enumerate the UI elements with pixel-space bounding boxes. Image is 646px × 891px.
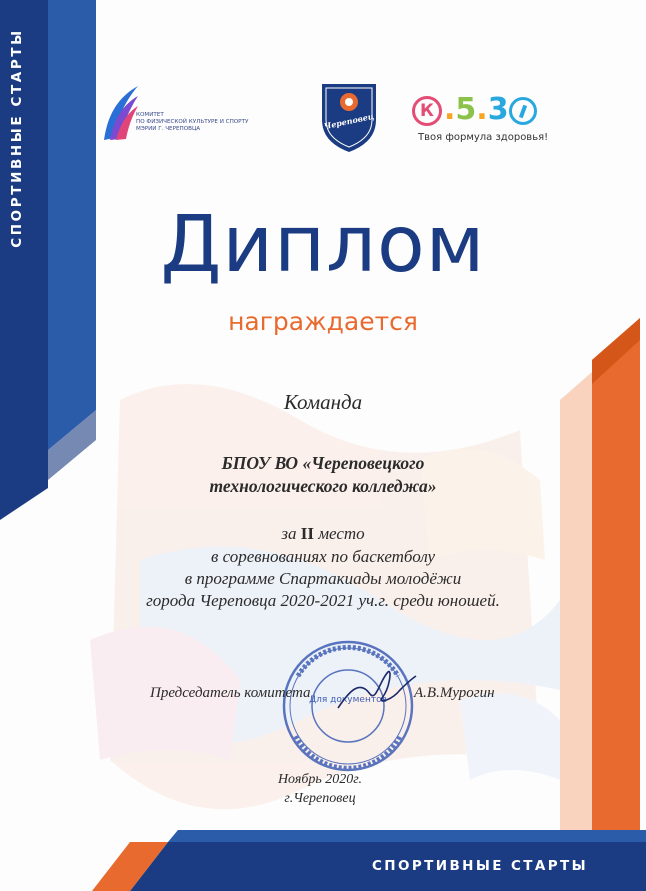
runner-zero-icon: [509, 97, 537, 125]
place-value: II: [300, 524, 314, 543]
bottom-label: СПОРТИВНЫЕ СТАРТЫ: [371, 858, 589, 874]
issue-city: г.Череповец: [284, 791, 356, 806]
diploma-title: Диплом: [160, 200, 486, 290]
signatory-position: Председатель комитета: [150, 685, 311, 701]
organization-line: БПОУ ВО «Череповецкого: [221, 453, 425, 473]
description-line: города Череповца 2020-2021 уч.г. среди юношей.: [146, 591, 500, 610]
issue-date: Ноябрь 2020г.: [277, 772, 363, 787]
organization-name: [80, 452, 566, 498]
flame-swoosh-icon: [100, 82, 140, 142]
logo-five: 5: [455, 92, 477, 127]
logo-dot: .: [476, 92, 488, 127]
place-prefix: за: [281, 524, 297, 543]
five-thirty-mark: [412, 92, 537, 128]
signatory-name: А.В.Мурогин: [414, 685, 495, 701]
side-label: СПОРТИВНЫЕ СТАРТЫ: [9, 28, 25, 248]
committee-line: КОМИТЕТ: [136, 112, 164, 118]
logo-tagline: Твоя формула здоровья!: [418, 132, 549, 143]
committee-line: ПО ФИЗИЧЕСКОЙ КУЛЬТУРЕ И СПОРТУ: [136, 119, 249, 125]
logo-three: 3: [487, 92, 509, 127]
five-thirty-logo: [412, 92, 552, 152]
competition-description: [80, 546, 566, 612]
committee-name: [136, 112, 296, 133]
k-letter: К: [412, 96, 442, 126]
committee-line: МЭРИИ Г. ЧЕРЕПОВЦА: [136, 126, 201, 132]
awarded-subtitle: награждается: [228, 307, 418, 336]
committee-logo: [100, 82, 290, 152]
team-label: Команда: [283, 390, 363, 414]
place-line: [80, 522, 566, 546]
description-line: в программе Спартакиады молодёжи: [184, 569, 462, 588]
signature-icon: [330, 660, 420, 720]
place-suffix: место: [318, 524, 365, 543]
logo-dot: .: [444, 92, 456, 127]
description-line: в соревнованиях по баскетболу: [210, 547, 436, 566]
organization-line: технологического колледжа»: [209, 476, 437, 496]
shield-label: Череповец: [323, 110, 375, 132]
stamp-center: Для документов: [309, 695, 387, 705]
cherepovets-shield-logo: [316, 80, 382, 154]
